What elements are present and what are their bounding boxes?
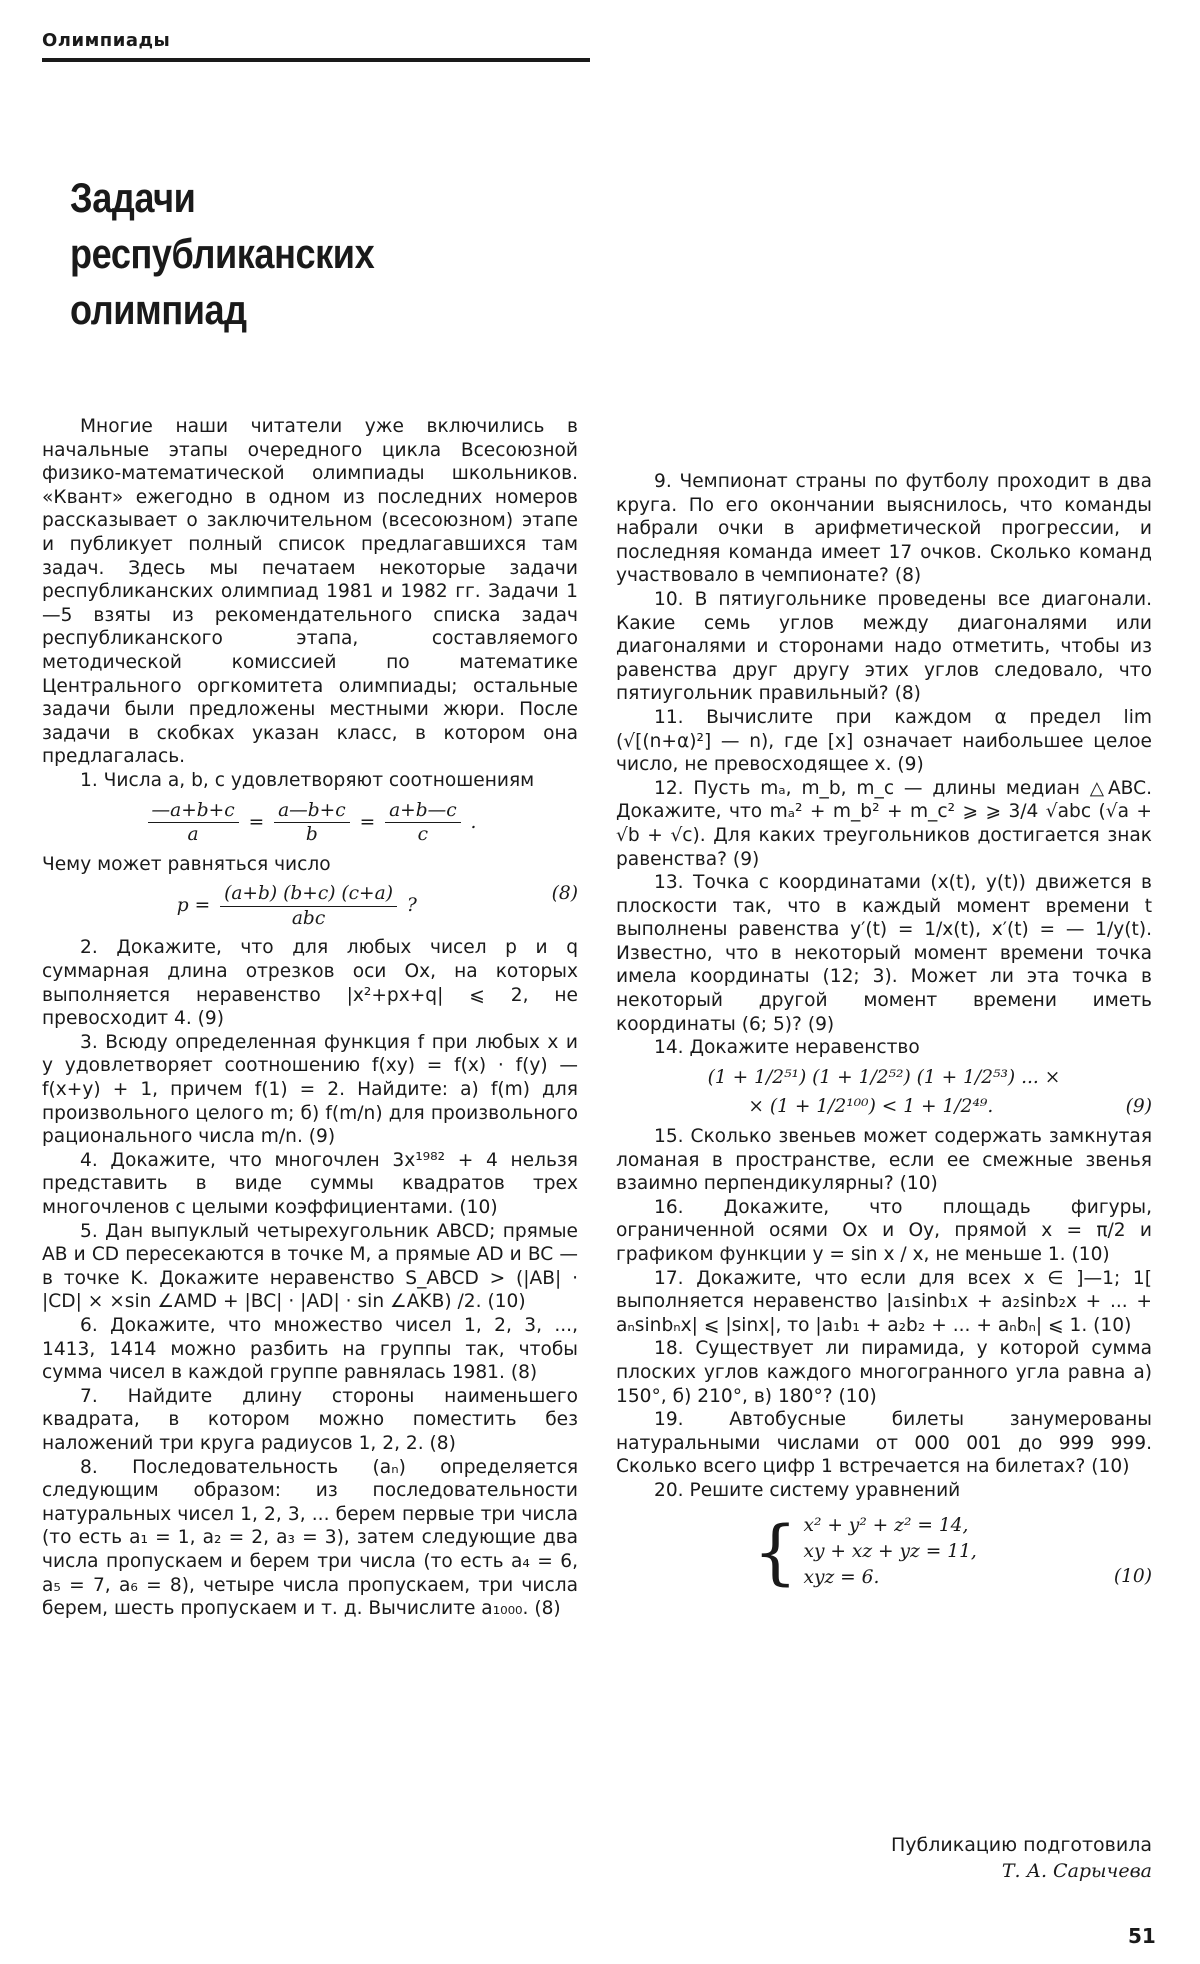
problem-2: 2. Докажите, что для любых чисел p и q суммарная длина отрезков оси Ox, на которых выполняется неравенство |x²+px+q| ⩽ 2, не превосходит 4. (9) [42, 937, 578, 1030]
title-line-1: Задачи [70, 174, 196, 221]
intro-paragraph: Многие наши читатели уже включились в начальные этапы очередного цикла Всесоюзной физико-математической олимпиады школьников. «Квант» ежегодно в одном из последних номеров рассказывает о заключительном (всесоюзном) этапе и публикует полный список предлагавшихся там задач. Здесь мы печатаем некоторые задачи республиканских олимпиад 1981 и 1982 гг. Задачи 1—5 взяты из рекомендательного списка задач республиканского этапа, составляемого методической комиссией по математике Центрального оргкомитета олимпиады; остальные задачи были предложены местными жюри. После задачи в скобках указан класс, в котором она предлагалась. [42, 416, 578, 768]
frac-3-num: a+b—c [385, 799, 461, 824]
problem-14-text: 14. Докажите неравенство [654, 1037, 920, 1059]
problem-9: 9. Чемпионат страны по футболу проходит в два круга. По его окончании выяснилось, что команды набрали очки в арифметической прогрессии, и последняя команда имеет 17 очков. Сколько команд участвовало в чемпионате? (8) [616, 471, 1152, 587]
problem-15: 15. Сколько звеньев может содержать замкнутая ломаная в пространстве, если ее смежные звенья взаимно перпендикулярны? (10) [616, 1126, 1152, 1195]
problem-16: 16. Докажите, что площадь фигуры, ограниченной осями Ox и Oy, прямой x = π/2 и графиком функции y = sin x / x, не меньше 1. (10) [616, 1196, 1152, 1265]
frac-2-num: a—b+c [274, 799, 350, 824]
page-number: 51 [1128, 1924, 1156, 1948]
equation-1: x² + y² + z² = 14, [803, 1514, 969, 1536]
p-num: (a+b) (b+c) (c+a) [220, 882, 397, 907]
problem-14-class: (9) [1125, 1096, 1152, 1118]
problem-1-question: Чему может равняться число [42, 853, 331, 875]
problem-1-text: 1. Числа a, b, c удовлетворяют соотношениям [80, 769, 535, 791]
problem-1-expression: p = $\frac{(a+b) (b+c) (c+a)}{\text{abc}}$ ? (8) [176, 883, 578, 929]
problem-17: 17. Докажите, что если для всех x ∈ ]—1; 1[ выполняется неравенство |a₁sinb₁x + a₂sinb₂x + ... + aₙsinbₙx| ⩽ |sinx|, то |a₁b₁ + a₂b₂ + ... + aₙbₙ| ⩽ 1. (10) [616, 1267, 1152, 1336]
title-line-3: олимпиад [70, 286, 247, 333]
page-title [70, 170, 374, 338]
left-column [42, 415, 578, 1621]
problem-14-line-1: (1 + 1/2⁵¹) (1 + 1/2⁵²) (1 + 1/2⁵³) ... × [707, 1066, 1061, 1088]
prepared-by: Публикацию подготовила [891, 1834, 1152, 1856]
problem-19: 19. Автобусные билеты занумерованы натуральными числами от 000 001 до 999 999. Сколько всего цифр 1 встречается на билетах? (10) [616, 1409, 1152, 1478]
frac-2-den: b [305, 824, 318, 846]
problem-13: 13. Точка с координатами (x(t), y(t)) движется в плоскости так, что в каждый момент времени t выполнены равенства y′(t) = 1/x(t), x′(t) = — 1/y(t). Известно, что в некоторый момент времени точка имела координаты (12; 3). Может ли эта точка в некоторый другой момент времени иметь координаты (6; 5)? (9) [616, 872, 1152, 1035]
publication-credit [820, 1832, 1152, 1884]
header-rule [42, 58, 590, 62]
problem-12: 12. Пусть mₐ, m_b, m_c — длины медиан △ABC. Докажите, что mₐ² + m_b² + m_c² ⩾ ⩾ 3/4 √abc (√a + √b + √c). Для каких треугольников достигается знак равенства? (9) [616, 777, 1152, 870]
equation-2: xy + xz + yz = 11, [803, 1540, 977, 1562]
problem-3: 3. Всюду определенная функция f при любых x и y удовлетворяет соотношению f(xy) = f(x) · f(y) — f(x+y) + 1, причем f(1) = 2. Найдите: а) f(m) для произвольного целого m; б) f(m/n) для произвольного рационального числа m/n. (9) [42, 1031, 578, 1148]
problem-10: 10. В пятиугольнике проведены все диагонали. Какие семь углов между диагоналями или диагоналями и сторонами надо отметить, чтобы из равенства друг другу этих углов следовало, что пятиугольник правильный? (8) [616, 588, 1152, 705]
problem-6: 6. Докажите, что множество чисел 1, 2, 3, ..., 1413, 1414 можно разбить на группы так, чтобы сумма чисел в каждой группе равнялась 1981. (8) [42, 1314, 578, 1384]
problem-5: 5. Дан выпуклый четырехугольник ABCD; прямые AB и CD пересекаются в точке M, а прямые AD и BC — в точке K. Докажите неравенство S_ABCD > (|AB| · |CD| × ×sin ∠AMD + |BC| · |AD| · sin ∠AKB) /2. (10) [42, 1220, 578, 1313]
problem-4: 4. Докажите, что многочлен 3x¹⁹⁸² + 4 нельзя представить в виде суммы квадратов трех многочленов с целыми коэффициентами. (10) [42, 1149, 578, 1218]
problem-20-class: (10) [1113, 1565, 1152, 1587]
equation-3: xyz = 6. [803, 1566, 880, 1588]
problem-7: 7. Найдите длину стороны наименьшего квадрата, в котором можно поместить без наложений три круга радиусов 1, 2, 2. (8) [42, 1385, 578, 1454]
problem-20-system [616, 1510, 1152, 1593]
right-column [616, 470, 1152, 1597]
author-name: Т. А. Сарычева [1001, 1860, 1152, 1882]
title-line-2: республиканских [70, 230, 375, 277]
problem-8: 8. Последовательность (aₙ) определяется следующим образом: из последовательности натуральных чисел 1, 2, 3, ... берем первые три числа (то есть a₁ = 1, a₂ = 2, a₃ = 3), затем следующие два числа пропускаем и берем три числа (то есть a₄ = 6, a₅ = 7, a₆ = 8), четыре числа пропускаем, три числа берем, шесть пропускаем и т. д. Вычислите a₁₀₀₀. (8) [42, 1456, 578, 1620]
frac-3-den: c [417, 824, 429, 846]
problem-20-text: 20. Решите систему уравнений [654, 1479, 961, 1501]
problem-11: 11. Вычислите при каждом α предел lim (√[(n+α)²] — n), где [x] означает наибольшее целое число, не превосходящее x. (9) [616, 706, 1152, 776]
p-den: abc [291, 907, 326, 929]
problem-14-line-2 [616, 1095, 1152, 1119]
brace-icon: { [753, 1510, 798, 1593]
problem-1-class: (8) [551, 883, 578, 905]
section-header: Олимпиады [42, 30, 171, 51]
problem-14-line-2-expr: × (1 + 1/2¹⁰⁰) < 1 + 1/2⁴⁹. [748, 1096, 994, 1118]
problem-18: 18. Существует ли пирамида, у которой сумма плоских углов каждого многогранного угла равна а) 150°, б) 210°, в) 180°? (10) [616, 1338, 1152, 1407]
frac-1-num: —a+b+c [148, 799, 239, 824]
frac-1-den: a [187, 824, 199, 846]
problem-1-relations: $\frac{—a+b+c}{a}$ = $\frac{a—b+c}{b}$ = $\frac{a+b—c}{c}$ . [42, 799, 578, 847]
